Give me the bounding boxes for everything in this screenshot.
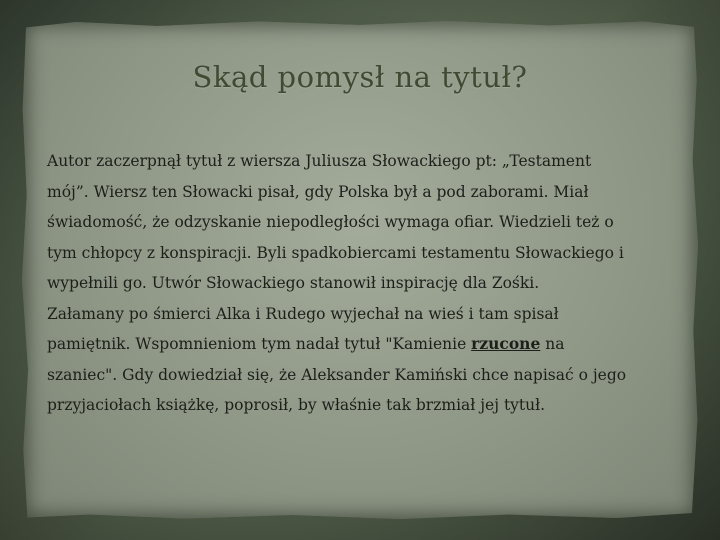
body-line-8: szaniec". Gdy dowiedział się, że Aleksander Kamiński chce napisać o jego (47, 365, 627, 384)
body-line-7-start: pamiętnik. Wspomnieniom tym nadał tytuł "Kamienie (47, 335, 472, 353)
body-line-5: wypełnili go. Utwór Słowackiego stanowił inspirację dla Zośki. (47, 274, 540, 292)
body-line-9: przyjaciołach książkę, poprosił, by właśnie tak brzmiał jej tytuł. (47, 396, 546, 414)
emphasized-word: rzucone (471, 334, 541, 353)
body-line-1: Autor zaczerpnął tytuł z wiersza Juliusza Słowackiego pt: „Testament (47, 152, 592, 170)
body-line-7-end: na (540, 335, 565, 353)
slide-body (47, 146, 687, 421)
body-line-7 (47, 329, 687, 360)
slide-title: Skąd pomysł na tytuł? (192, 60, 528, 94)
body-line-4: tym chłopcy z konspiracji. Byli spadkobiercami testamentu Słowackiego i (47, 243, 624, 262)
body-line-6: Załamany po śmierci Alka i Rudego wyjechał na wieś i tam spisał (47, 304, 559, 323)
body-line-2: mój”. Wiersz ten Słowacki pisał, gdy Polska był a pod zaborami. Miał (47, 182, 589, 201)
body-line-3: świadomość, że odzyskanie niepodległości wymaga ofiar. Wiedzieli też o (47, 213, 614, 231)
